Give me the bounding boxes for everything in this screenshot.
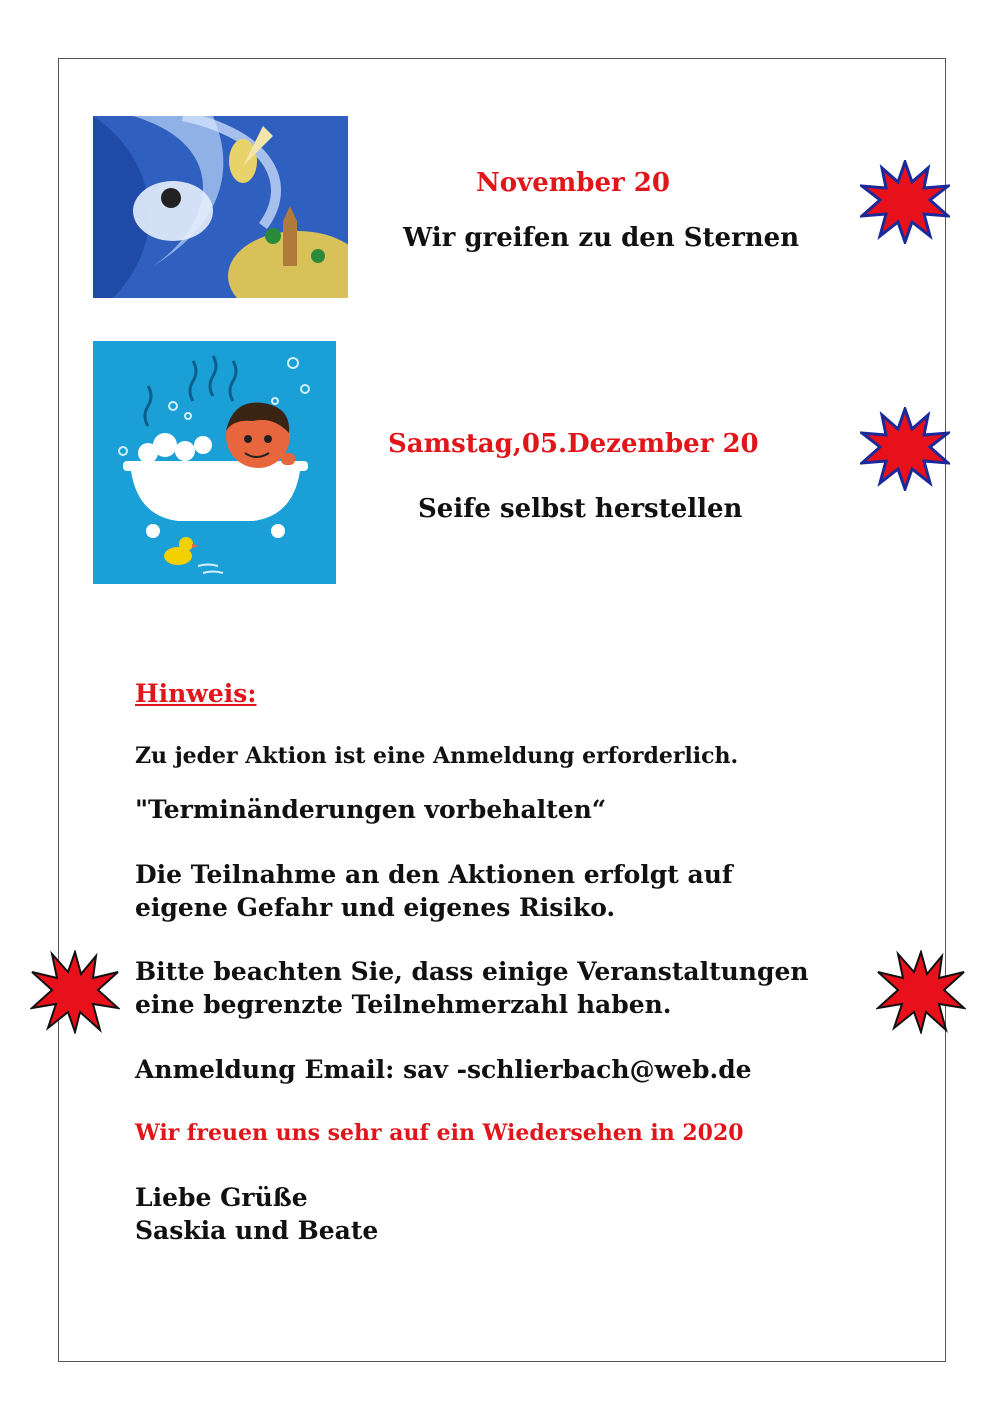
email-line[interactable]: Anmeldung Email: sav -schlierbach@web.de — [135, 1055, 752, 1084]
limit-note-line2: eine begrenzte Teilnehmerzahl haben. — [135, 990, 672, 1019]
closing-red: Wir freuen uns sehr auf ein Wiedersehen in 2020 — [135, 1120, 744, 1146]
starburst-icon — [860, 160, 950, 244]
starburst-icon — [860, 407, 950, 491]
event1-title: Wir greifen zu den Sternen — [403, 223, 800, 253]
event2-title: Seife selbst herstellen — [418, 494, 743, 524]
limit-note-line1: Bitte beachten Sie, dass einige Veranstaltungen — [135, 957, 809, 986]
greeting: Liebe Grüße — [135, 1183, 308, 1212]
event2-date: Samstag,05.Dezember 20 — [388, 429, 759, 459]
event1-date: November 20 — [476, 168, 670, 198]
notice-heading: Hinweis: — [135, 679, 257, 708]
starburst-icon — [30, 950, 120, 1034]
changes-note: "Terminänderungen vorbehalten“ — [135, 795, 607, 824]
registration-note: Zu jeder Aktion ist eine Anmeldung erforderlich. — [135, 743, 739, 769]
risk-note-line1: Die Teilnahme an den Aktionen erfolgt auf — [135, 860, 733, 889]
signature: Saskia und Beate — [135, 1216, 379, 1245]
starburst-icon — [876, 950, 966, 1034]
event1-image — [93, 116, 348, 298]
event2-image — [93, 341, 336, 584]
risk-note-line2: eigene Gefahr und eigenes Risiko. — [135, 893, 616, 922]
